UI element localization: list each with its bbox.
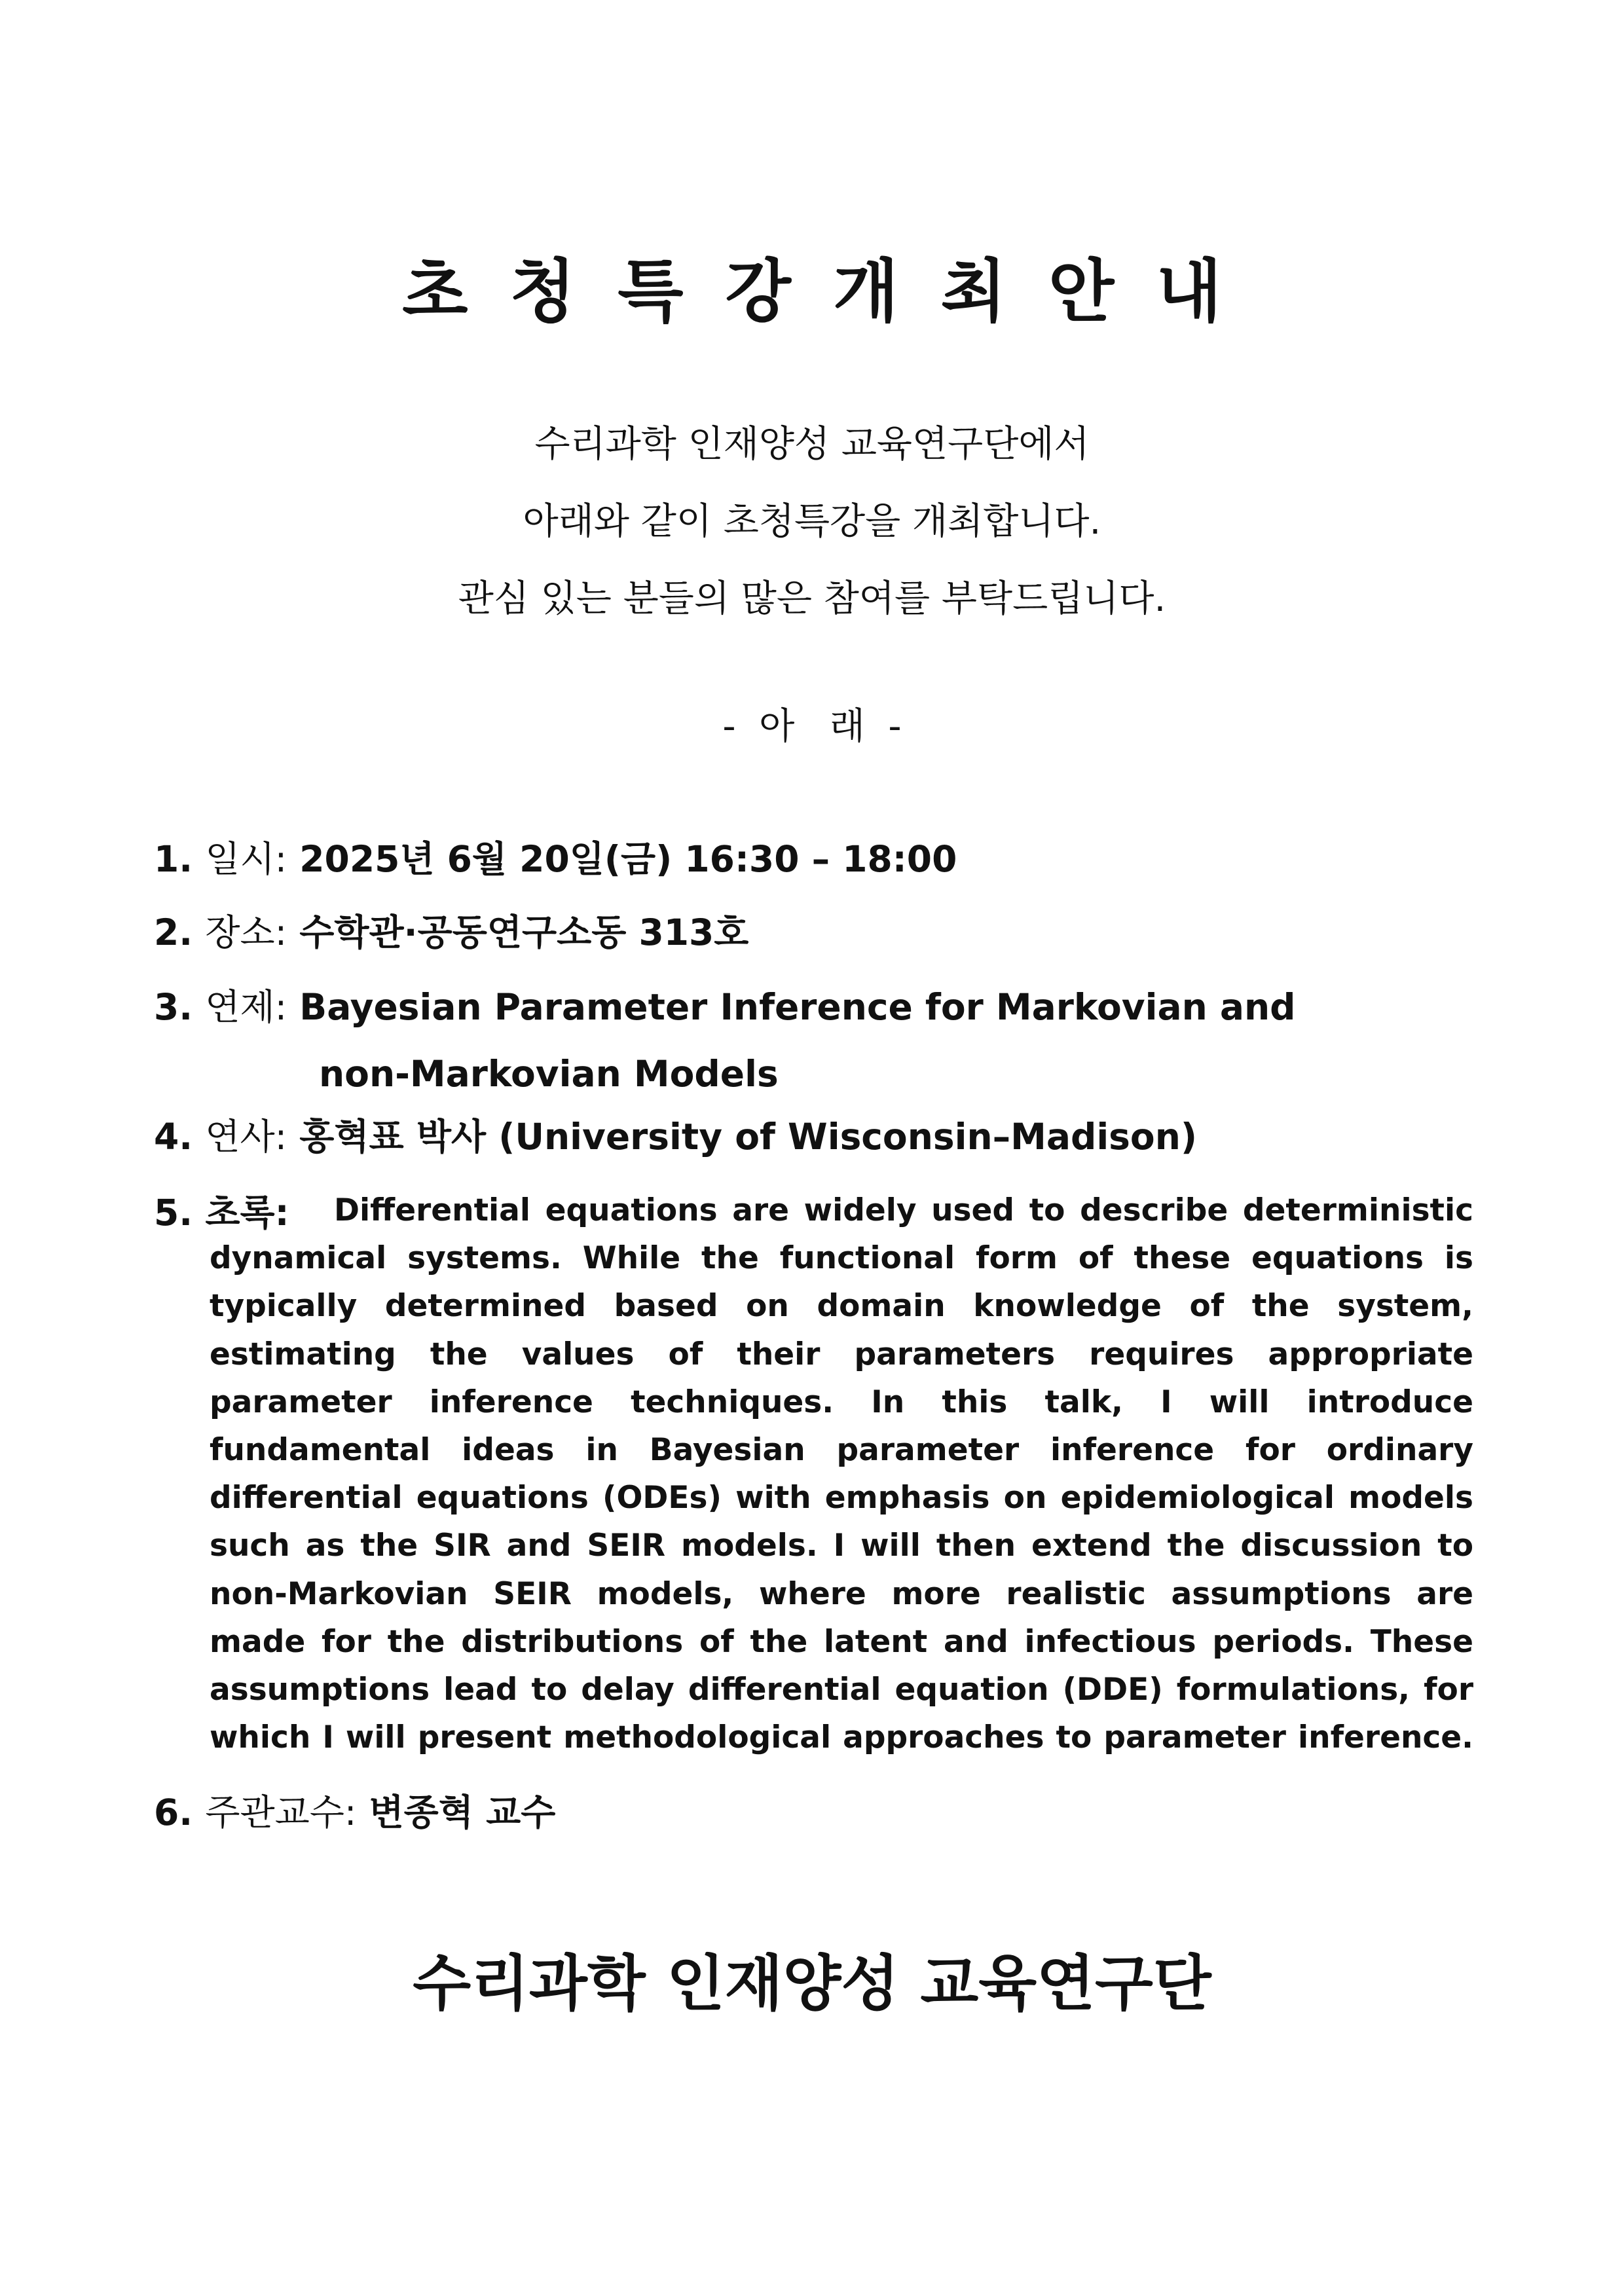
intro-line: 아래와 같이 초청특강을 개최합니다.	[523, 500, 1101, 543]
intro-line: 관심 있는 분들의 많은 참여를 부탁드립니다.	[458, 578, 1166, 620]
item-value: Bayesian Parameter Inference for Markovian and	[299, 986, 1296, 1028]
item-host	[154, 1780, 555, 1845]
item-date	[154, 826, 957, 892]
abstract-line: estimating the values of their parameters requires appropriate	[210, 1336, 1473, 1372]
item-number: 3.	[154, 986, 193, 1028]
item-number: 6.	[154, 1791, 193, 1833]
organization-footer: 수리과학 인재양성 교육연구단	[413, 1949, 1211, 2019]
item-label: 장소:	[205, 911, 287, 953]
abstract-text	[210, 1186, 1473, 1761]
item-speaker	[154, 1104, 1197, 1169]
abstract-line: Differential equations are widely used to describe deterministic	[334, 1192, 1473, 1228]
page-title: 초청특강개최안내	[402, 251, 1264, 331]
item-topic	[154, 974, 1296, 1040]
abstract-line: which I will present methodological approaches to parameter inference.	[210, 1719, 1473, 1756]
item-value: 홍혁표 박사 (University of Wisconsin–Madison)	[299, 1116, 1197, 1158]
section-separator: - 아 래 -	[722, 705, 902, 748]
item-label: 연사:	[205, 1116, 287, 1158]
abstract-line: dynamical systems. While the functional form of these equations is	[210, 1240, 1473, 1277]
abstract-line: typically determined based on domain knowledge of the system,	[210, 1288, 1473, 1325]
abstract-line: such as the SIR and SEIR models. I will then extend the discussion to	[210, 1528, 1473, 1564]
item-number: 5.	[154, 1192, 193, 1234]
intro-line: 수리과학 인재양성 교육연구단에서	[534, 423, 1090, 466]
item-label: 일시:	[205, 838, 287, 880]
abstract-line: fundamental ideas in Bayesian parameter inference for ordinary	[210, 1431, 1473, 1468]
item-label: 초록:	[205, 1192, 289, 1234]
abstract-line: parameter inference techniques. In this talk, I will introduce	[210, 1384, 1473, 1420]
item-value: 2025년 6월 20일(금) 16:30 – 18:00	[299, 838, 957, 880]
item-label: 주관교수:	[205, 1791, 357, 1833]
abstract-line: differential equations (ODEs) with emphasis on epidemiological models	[210, 1480, 1473, 1516]
abstract-line: assumptions lead to delay differential equation (DDE) formulations, for	[210, 1671, 1473, 1708]
item-value: 수학관·공동연구소동 313호	[299, 911, 749, 953]
item-topic-continued: non-Markovian Models	[319, 1053, 779, 1095]
abstract-line: made for the distributions of the latent and infectious periods. These	[210, 1623, 1473, 1660]
item-label: 연제:	[205, 986, 287, 1028]
item-value: 변종혁 교수	[369, 1791, 556, 1833]
item-number: 2.	[154, 911, 193, 953]
abstract-line: non-Markovian SEIR models, where more realistic assumptions are	[210, 1575, 1473, 1612]
item-number: 4.	[154, 1116, 193, 1158]
item-number: 1.	[154, 838, 193, 880]
item-place	[154, 900, 748, 965]
intro-text	[0, 406, 1624, 638]
